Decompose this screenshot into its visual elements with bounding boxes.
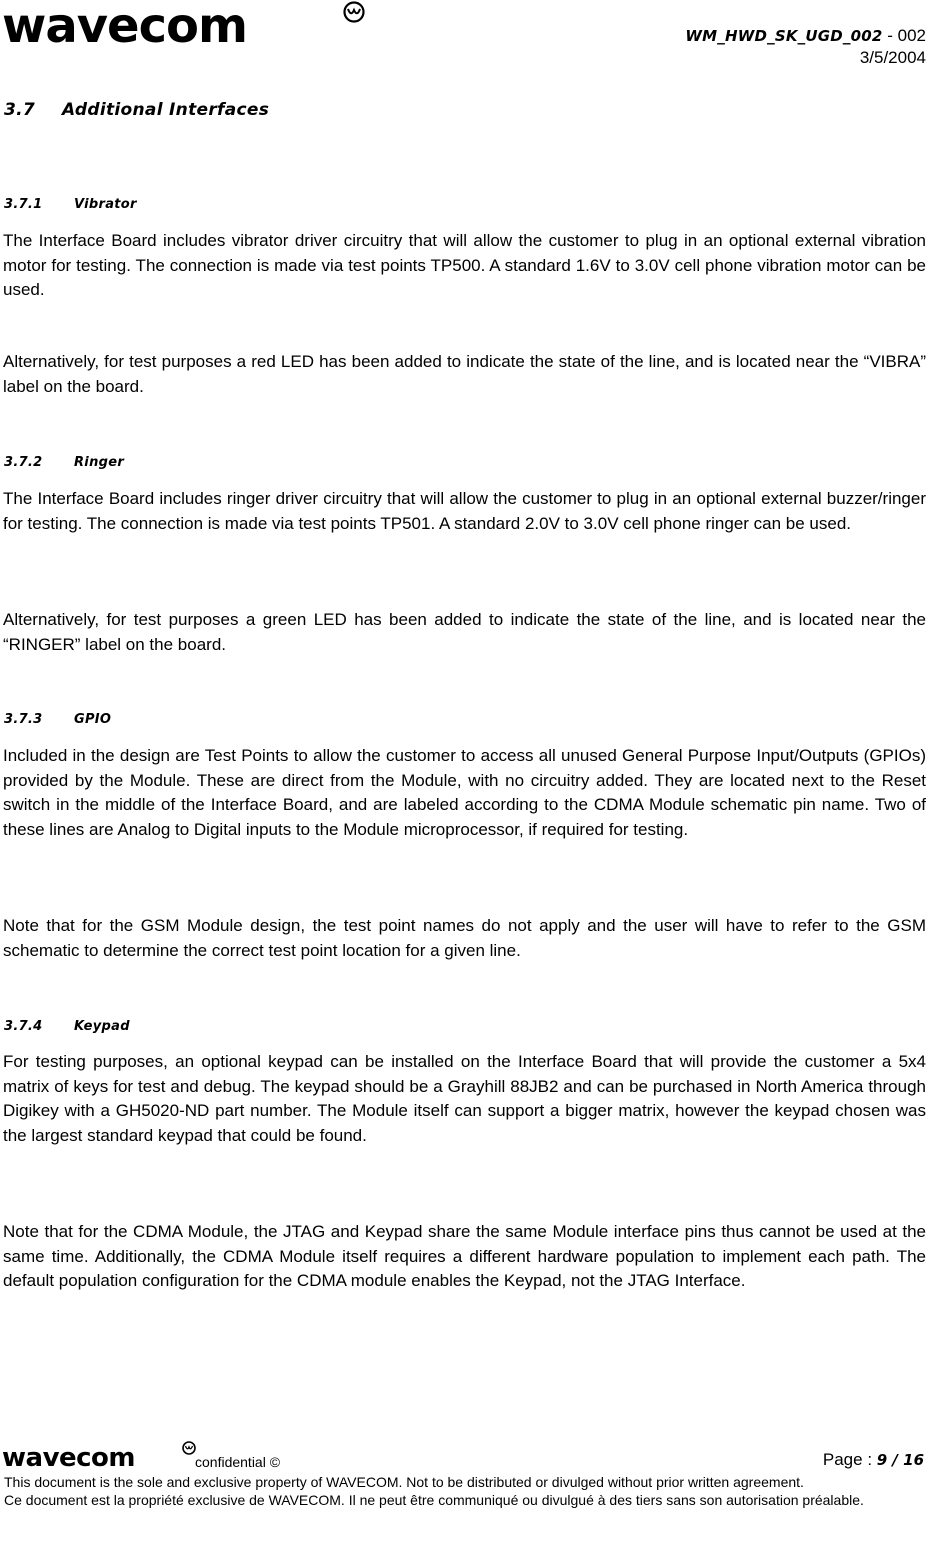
document-reference	[685, 25, 926, 69]
page-header	[0, 0, 930, 80]
subsection-number: 3.7.2	[4, 455, 43, 470]
page-footer	[0, 1440, 930, 1546]
paragraph: The Interface Board includes vibrator driver circuitry that will allow the customer to plug in an optional external vibration motor for testing. The connection is made via test points TP500. A standard 1.6V to 3.0V cell phone vibration motor can be used.	[3, 231, 926, 299]
subsection-title: Ringer	[74, 455, 125, 470]
subsection-number: 3.7.1	[4, 197, 43, 212]
confidential-label: confidential ©	[195, 1454, 281, 1470]
subsection-number: 3.7.4	[4, 1019, 43, 1034]
wavecom-logo-small	[2, 1440, 197, 1475]
subsection-heading-ringer	[4, 455, 124, 470]
paragraph: Alternatively, for test purposes a green LED has been added to indicate the state of the line, and is located near the “RINGER” label on the board.	[3, 610, 926, 654]
subsection-title: Vibrator	[74, 197, 137, 212]
subsection-heading-keypad	[4, 1019, 130, 1034]
subsection-title: GPIO	[74, 712, 112, 727]
svg-text:wavecom: wavecom	[2, 0, 248, 50]
section-number: 3.7	[4, 100, 36, 120]
svg-text:wavecom: wavecom	[2, 1443, 136, 1470]
legal-notice-english: This document is the sole and exclusive property of WAVECOM. Not to be distributed or divulged without prior written agreement.	[4, 1474, 804, 1490]
document-revision: - 002	[882, 26, 926, 45]
wavecom-logo	[2, 0, 367, 55]
subsection-heading-gpio	[4, 712, 111, 727]
subsection-number: 3.7.3	[4, 712, 43, 727]
paragraph: Alternatively, for test purposes a red LED has been added to indicate the state of the line, and is located near the “VIBRA” label on the board.	[3, 352, 926, 396]
document-id: WM_HWD_SK_UGD_002	[685, 27, 883, 45]
legal-notice-french: Ce document est la propriété exclusive de WAVECOM. Il ne peut être communiqué ou divulgué à des tiers sans son autorisation préalable.	[4, 1491, 864, 1508]
document-date: 3/5/2004	[859, 48, 926, 67]
paragraph: The Interface Board includes ringer driver circuitry that will allow the customer to plug in an optional external buzzer/ringer for testing. The connection is made via test points TP501. A standard 2.0V to 3.0V cell phone ringer can be used.	[3, 489, 926, 533]
paragraph: Note that for the CDMA Module, the JTAG and Keypad share the same Module interface pins thus cannot be used at the same time. Additionally, the CDMA Module itself requires a different hardware population to implement each path. The default population configuration for the CDMA module enables the Keypad, not the JTAG Interface.	[3, 1222, 926, 1290]
section-heading	[4, 100, 269, 120]
page-indicator	[823, 1450, 924, 1470]
paragraph: Included in the design are Test Points to allow the customer to access all unused General Purpose Input/Outputs (GPIOs) provided by the Module. These are direct from the Module, with no circuitry added. They are located next to the Reset switch in the middle of the Interface Board, and are labeled according to the CDMA Module schematic pin name. Two of these lines are Analog to Digital inputs to the Module microprocessor, if required for testing.	[3, 746, 926, 839]
page-label: Page :	[822, 1450, 877, 1469]
page-number: 9 / 16	[876, 1451, 924, 1469]
section-title: Additional Interfaces	[62, 100, 270, 120]
subsection-title: Keypad	[74, 1019, 130, 1034]
legal-notice	[4, 1474, 924, 1509]
paragraph: Note that for the GSM Module design, the test point names do not apply and the user will have to refer to the GSM schematic to determine the correct test point location for a given line.	[3, 916, 926, 960]
paragraph: For testing purposes, an optional keypad can be installed on the Interface Board that will provide the customer a 5x4 matrix of keys for test and debug. The keypad should be a Grayhill 88JB2 and can be purchased in North America through Digikey with a GH5020-ND part number. The Module itself can support a bigger matrix, however the keypad chosen was the largest standard keypad that could be found.	[3, 1052, 926, 1145]
subsection-heading-vibrator	[4, 197, 137, 212]
